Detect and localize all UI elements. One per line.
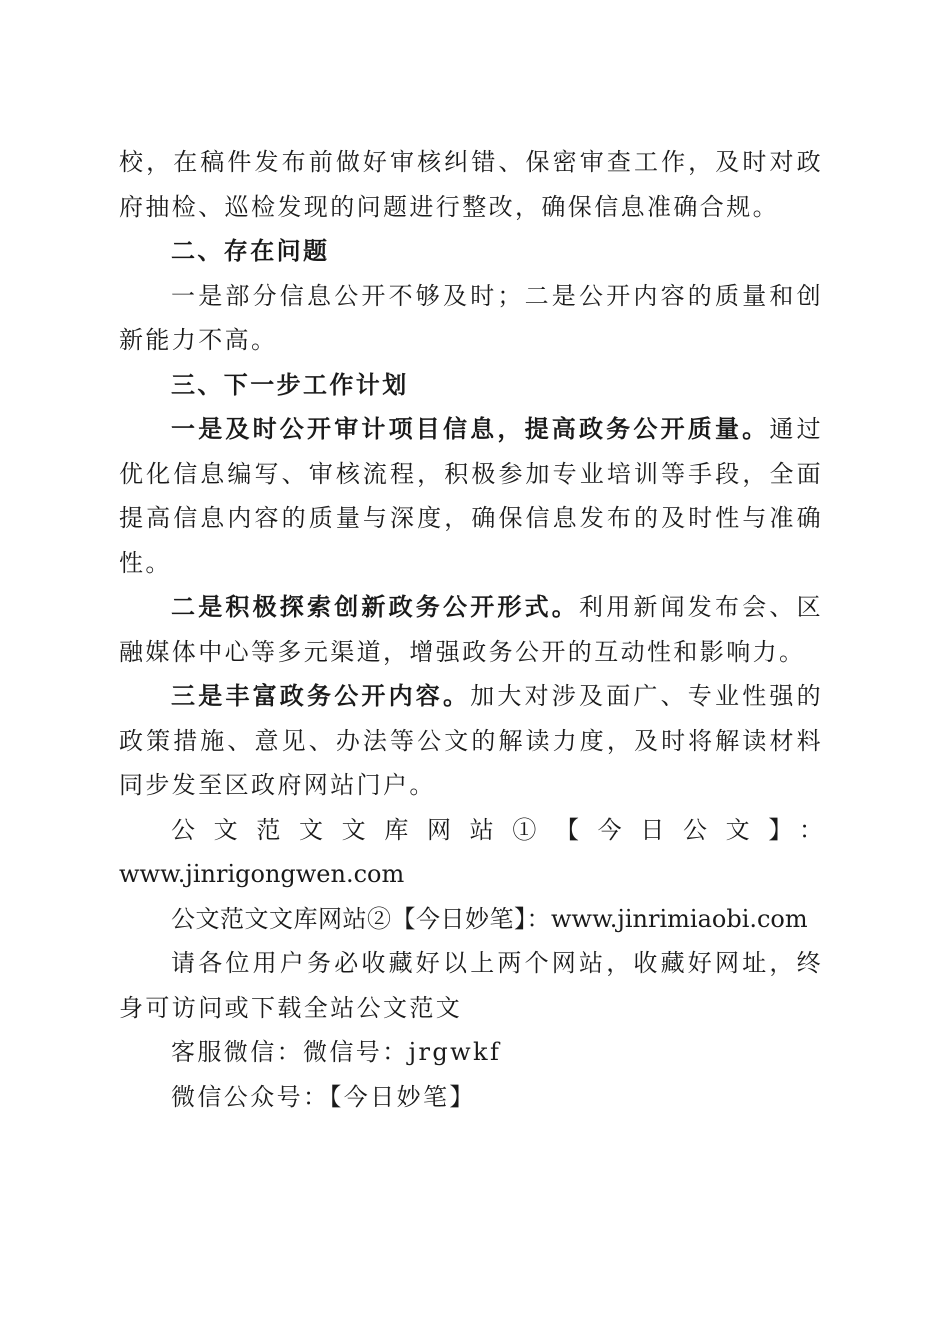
paragraph-plan-3	[119, 674, 823, 808]
site-1-url-line	[119, 852, 823, 897]
plan-2-body: 利用新闻发布会、区融媒体中心等多元渠道，增强政务公开的互动性和影响力。	[119, 593, 823, 666]
site-1-line	[119, 808, 823, 853]
plan-3-body: 加大对涉及面广、专业性强的政策措施、意见、办法等公文的解读力度，及时将解读材料同步发至区政府网站门户。	[119, 682, 823, 799]
plan-1-lead: 一是及时公开审计项目信息，提高政务公开质量。	[171, 414, 770, 443]
section-heading-plan: 三、下一步工作计划	[171, 370, 409, 399]
paragraph-plan-1	[119, 407, 823, 585]
site-2-label: 公文范文文库网站②【今日妙笔】：	[171, 904, 551, 933]
site-1-url[interactable]: www.jinrigongwen.com	[119, 860, 405, 888]
section-heading-problems: 二、存在问题	[171, 237, 330, 265]
paragraph-continuation: 校，在稿件发布前做好审核纠错、保密审查工作，及时对政府抽检、巡检发现的问题进行整改，确保信息准确合规。	[119, 148, 823, 221]
document-body	[119, 140, 823, 1119]
plan-1-body: 通过优化信息编写、审核流程，积极参加专业培训等手段，全面提高信息内容的质量与深度，确保信息发布的及时性与准确性。	[119, 415, 823, 577]
paragraph-plan-2	[119, 585, 823, 674]
plan-2-lead: 二是积极探索创新政务公开形式。	[171, 592, 579, 621]
site-1-label: 公文范文文库网站①【今日公文】：	[171, 815, 823, 844]
wechat-service: 客服微信：微信号：jrgwkf	[171, 1038, 502, 1066]
plan-3-lead: 三是丰富政务公开内容。	[171, 681, 471, 710]
wechat-official-account: 微信公众号：【今日妙笔】	[171, 1082, 476, 1111]
site-2-line	[119, 897, 823, 942]
bookmark-note: 请各位用户务必收藏好以上两个网站，收藏好网址，终身可访问或下载全站公文范文	[119, 949, 823, 1022]
site-2-url[interactable]: www.jinrimiaobi.com	[551, 904, 808, 933]
paragraph-problems: 一是部分信息公开不够及时；二是公开内容的质量和创新能力不高。	[119, 281, 823, 354]
